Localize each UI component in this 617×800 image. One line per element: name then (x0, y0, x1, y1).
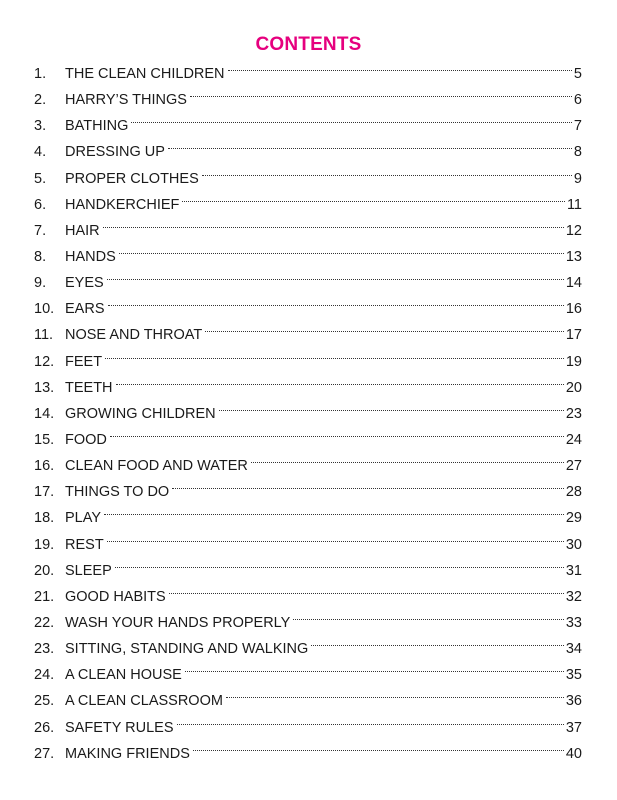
toc-entry[interactable] (34, 270, 582, 296)
entry-title: A CLEAN CLASSROOM (65, 693, 223, 710)
entry-title: SLEEP (65, 562, 112, 579)
toc-entry[interactable] (34, 662, 582, 688)
toc-entry[interactable] (34, 192, 582, 218)
entry-number: 14. (34, 405, 55, 422)
entry-page-number: 28 (565, 484, 582, 501)
entry-page-number: 13 (565, 248, 582, 265)
entry-number: 22. (34, 614, 55, 631)
entry-title: EARS (65, 301, 105, 318)
entry-title: THINGS TO DO (65, 484, 170, 501)
toc-entry[interactable] (34, 715, 582, 741)
entry-page-number: 31 (565, 562, 582, 579)
entry-number: 6. (34, 196, 47, 213)
entry-number: 17. (34, 484, 55, 501)
dot-leader (182, 200, 565, 202)
entry-page-number: 17 (565, 327, 582, 344)
entry-page-number: 14 (565, 275, 582, 292)
toc-entry[interactable] (34, 427, 582, 453)
toc-entry[interactable] (34, 296, 582, 322)
toc-entry[interactable] (34, 322, 582, 348)
entry-page-number: 19 (565, 353, 582, 370)
entry-number: 5. (34, 170, 47, 187)
dot-leader (172, 487, 564, 489)
toc-entry[interactable] (34, 584, 582, 610)
dot-leader (293, 618, 564, 620)
entry-title: THE CLEAN CHILDREN (65, 66, 225, 82)
page-title: CONTENTS (255, 34, 362, 55)
entry-page-number: 40 (565, 745, 582, 762)
dot-leader (115, 566, 564, 568)
entry-title: GROWING CHILDREN (65, 405, 216, 422)
toc-entry[interactable] (34, 113, 582, 139)
entry-page-number: 23 (565, 405, 582, 422)
entry-number: 24. (34, 667, 55, 684)
dot-leader (105, 357, 564, 359)
entry-title: HANDKERCHIEF (65, 196, 180, 213)
entry-title: FOOD (65, 431, 107, 448)
dot-leader (104, 513, 564, 515)
entry-page-number: 9 (573, 170, 582, 187)
entry-page-number: 27 (565, 458, 582, 475)
entry-page-number: 6 (573, 92, 582, 109)
toc-entry[interactable] (34, 741, 582, 767)
entry-number: 7. (34, 222, 47, 239)
entry-number: 26. (34, 719, 55, 736)
entry-title: HAIR (65, 222, 100, 239)
entry-title: PROPER CLOTHES (65, 170, 199, 187)
entry-number: 8. (34, 248, 47, 265)
toc-entry[interactable] (34, 479, 582, 505)
entry-number: 4. (34, 144, 47, 161)
dot-leader (103, 226, 564, 228)
entry-title: CLEAN FOOD AND WATER (65, 458, 248, 475)
entry-page-number: 20 (565, 379, 582, 396)
dot-leader (228, 69, 572, 71)
dot-leader (108, 304, 564, 306)
entry-title: HARRY’S THINGS (65, 92, 187, 109)
entry-title: FEET (65, 353, 103, 370)
toc-entry[interactable] (34, 453, 582, 479)
dot-leader (190, 95, 572, 97)
entry-page-number: 12 (565, 222, 582, 239)
entry-number: 3. (34, 118, 47, 135)
entry-page-number: 8 (573, 144, 582, 161)
dot-leader (177, 723, 564, 725)
entry-title: DRESSING UP (65, 144, 165, 161)
entry-number: 27. (34, 745, 55, 762)
toc-entry[interactable] (34, 558, 582, 584)
entry-page-number: 33 (565, 614, 582, 631)
entry-number: 13. (34, 379, 55, 396)
entry-title: HANDS (65, 248, 116, 265)
dot-leader (107, 540, 564, 542)
dot-leader (251, 461, 564, 463)
dot-leader (131, 121, 572, 123)
entry-number: 21. (34, 588, 55, 605)
toc-entry[interactable] (34, 401, 582, 427)
entry-title: NOSE AND THROAT (65, 327, 203, 344)
entry-number: 11. (34, 327, 54, 344)
entry-number: 18. (34, 510, 55, 527)
entry-page-number: 32 (565, 588, 582, 605)
entry-title: SAFETY RULES (65, 719, 174, 736)
entry-page-number: 37 (565, 719, 582, 736)
toc-entry[interactable] (34, 532, 582, 558)
toc-entry[interactable] (34, 87, 582, 113)
entry-page-number: 34 (565, 641, 582, 658)
entry-page-number: 16 (565, 301, 582, 318)
toc-entry[interactable] (34, 349, 582, 375)
toc-entry[interactable] (34, 375, 582, 401)
entry-title: WASH YOUR HANDS PROPERLY (65, 614, 291, 631)
entry-number: 1. (34, 66, 47, 82)
toc-entry[interactable] (34, 139, 582, 165)
dot-leader (185, 670, 564, 672)
entry-title: GOOD HABITS (65, 588, 166, 605)
entry-number: 23. (34, 641, 55, 658)
entry-page-number: 30 (565, 536, 582, 553)
entry-number: 19. (34, 536, 55, 553)
dot-leader (226, 696, 564, 698)
entry-title: REST (65, 536, 104, 553)
dot-leader (219, 409, 564, 411)
toc-entry[interactable] (34, 244, 582, 270)
entry-page-number: 35 (565, 667, 582, 684)
entry-title: TEETH (65, 379, 113, 396)
entry-title: MAKING FRIENDS (65, 745, 190, 762)
dot-leader (311, 644, 564, 646)
entry-number: 16. (34, 458, 55, 475)
dot-leader (110, 435, 564, 437)
entry-page-number: 36 (565, 693, 582, 710)
dot-leader (168, 147, 572, 149)
entry-page-number: 24 (565, 431, 582, 448)
toc-entry[interactable] (34, 636, 582, 662)
dot-leader (205, 330, 564, 332)
entry-title: EYES (65, 275, 104, 292)
entry-number: 25. (34, 693, 55, 710)
toc-entry[interactable] (34, 610, 582, 636)
dot-leader (107, 278, 564, 280)
entry-page-number: 11 (566, 196, 582, 213)
entry-title: A CLEAN HOUSE (65, 667, 182, 684)
table-of-contents (34, 61, 582, 767)
toc-entry[interactable] (34, 218, 582, 244)
dot-leader (193, 749, 564, 751)
toc-entry[interactable] (34, 166, 582, 192)
entry-number: 9. (34, 275, 47, 292)
dot-leader (202, 174, 572, 176)
entry-page-number: 29 (565, 510, 582, 527)
entry-page-number: 5 (573, 66, 582, 82)
dot-leader (169, 592, 564, 594)
entry-page-number: 7 (573, 118, 582, 135)
dot-leader (116, 383, 564, 385)
toc-entry[interactable] (34, 688, 582, 714)
entry-title: BATHING (65, 118, 129, 135)
entry-number: 2. (34, 92, 47, 109)
entry-title: PLAY (65, 510, 102, 527)
toc-entry[interactable] (34, 61, 582, 87)
dot-leader (119, 252, 564, 254)
entry-title: SITTING, STANDING AND WALKING (65, 641, 309, 658)
entry-number: 20. (34, 562, 55, 579)
entry-number: 12. (34, 353, 55, 370)
toc-entry[interactable] (34, 505, 582, 531)
entry-number: 10. (34, 301, 55, 318)
entry-number: 15. (34, 431, 55, 448)
